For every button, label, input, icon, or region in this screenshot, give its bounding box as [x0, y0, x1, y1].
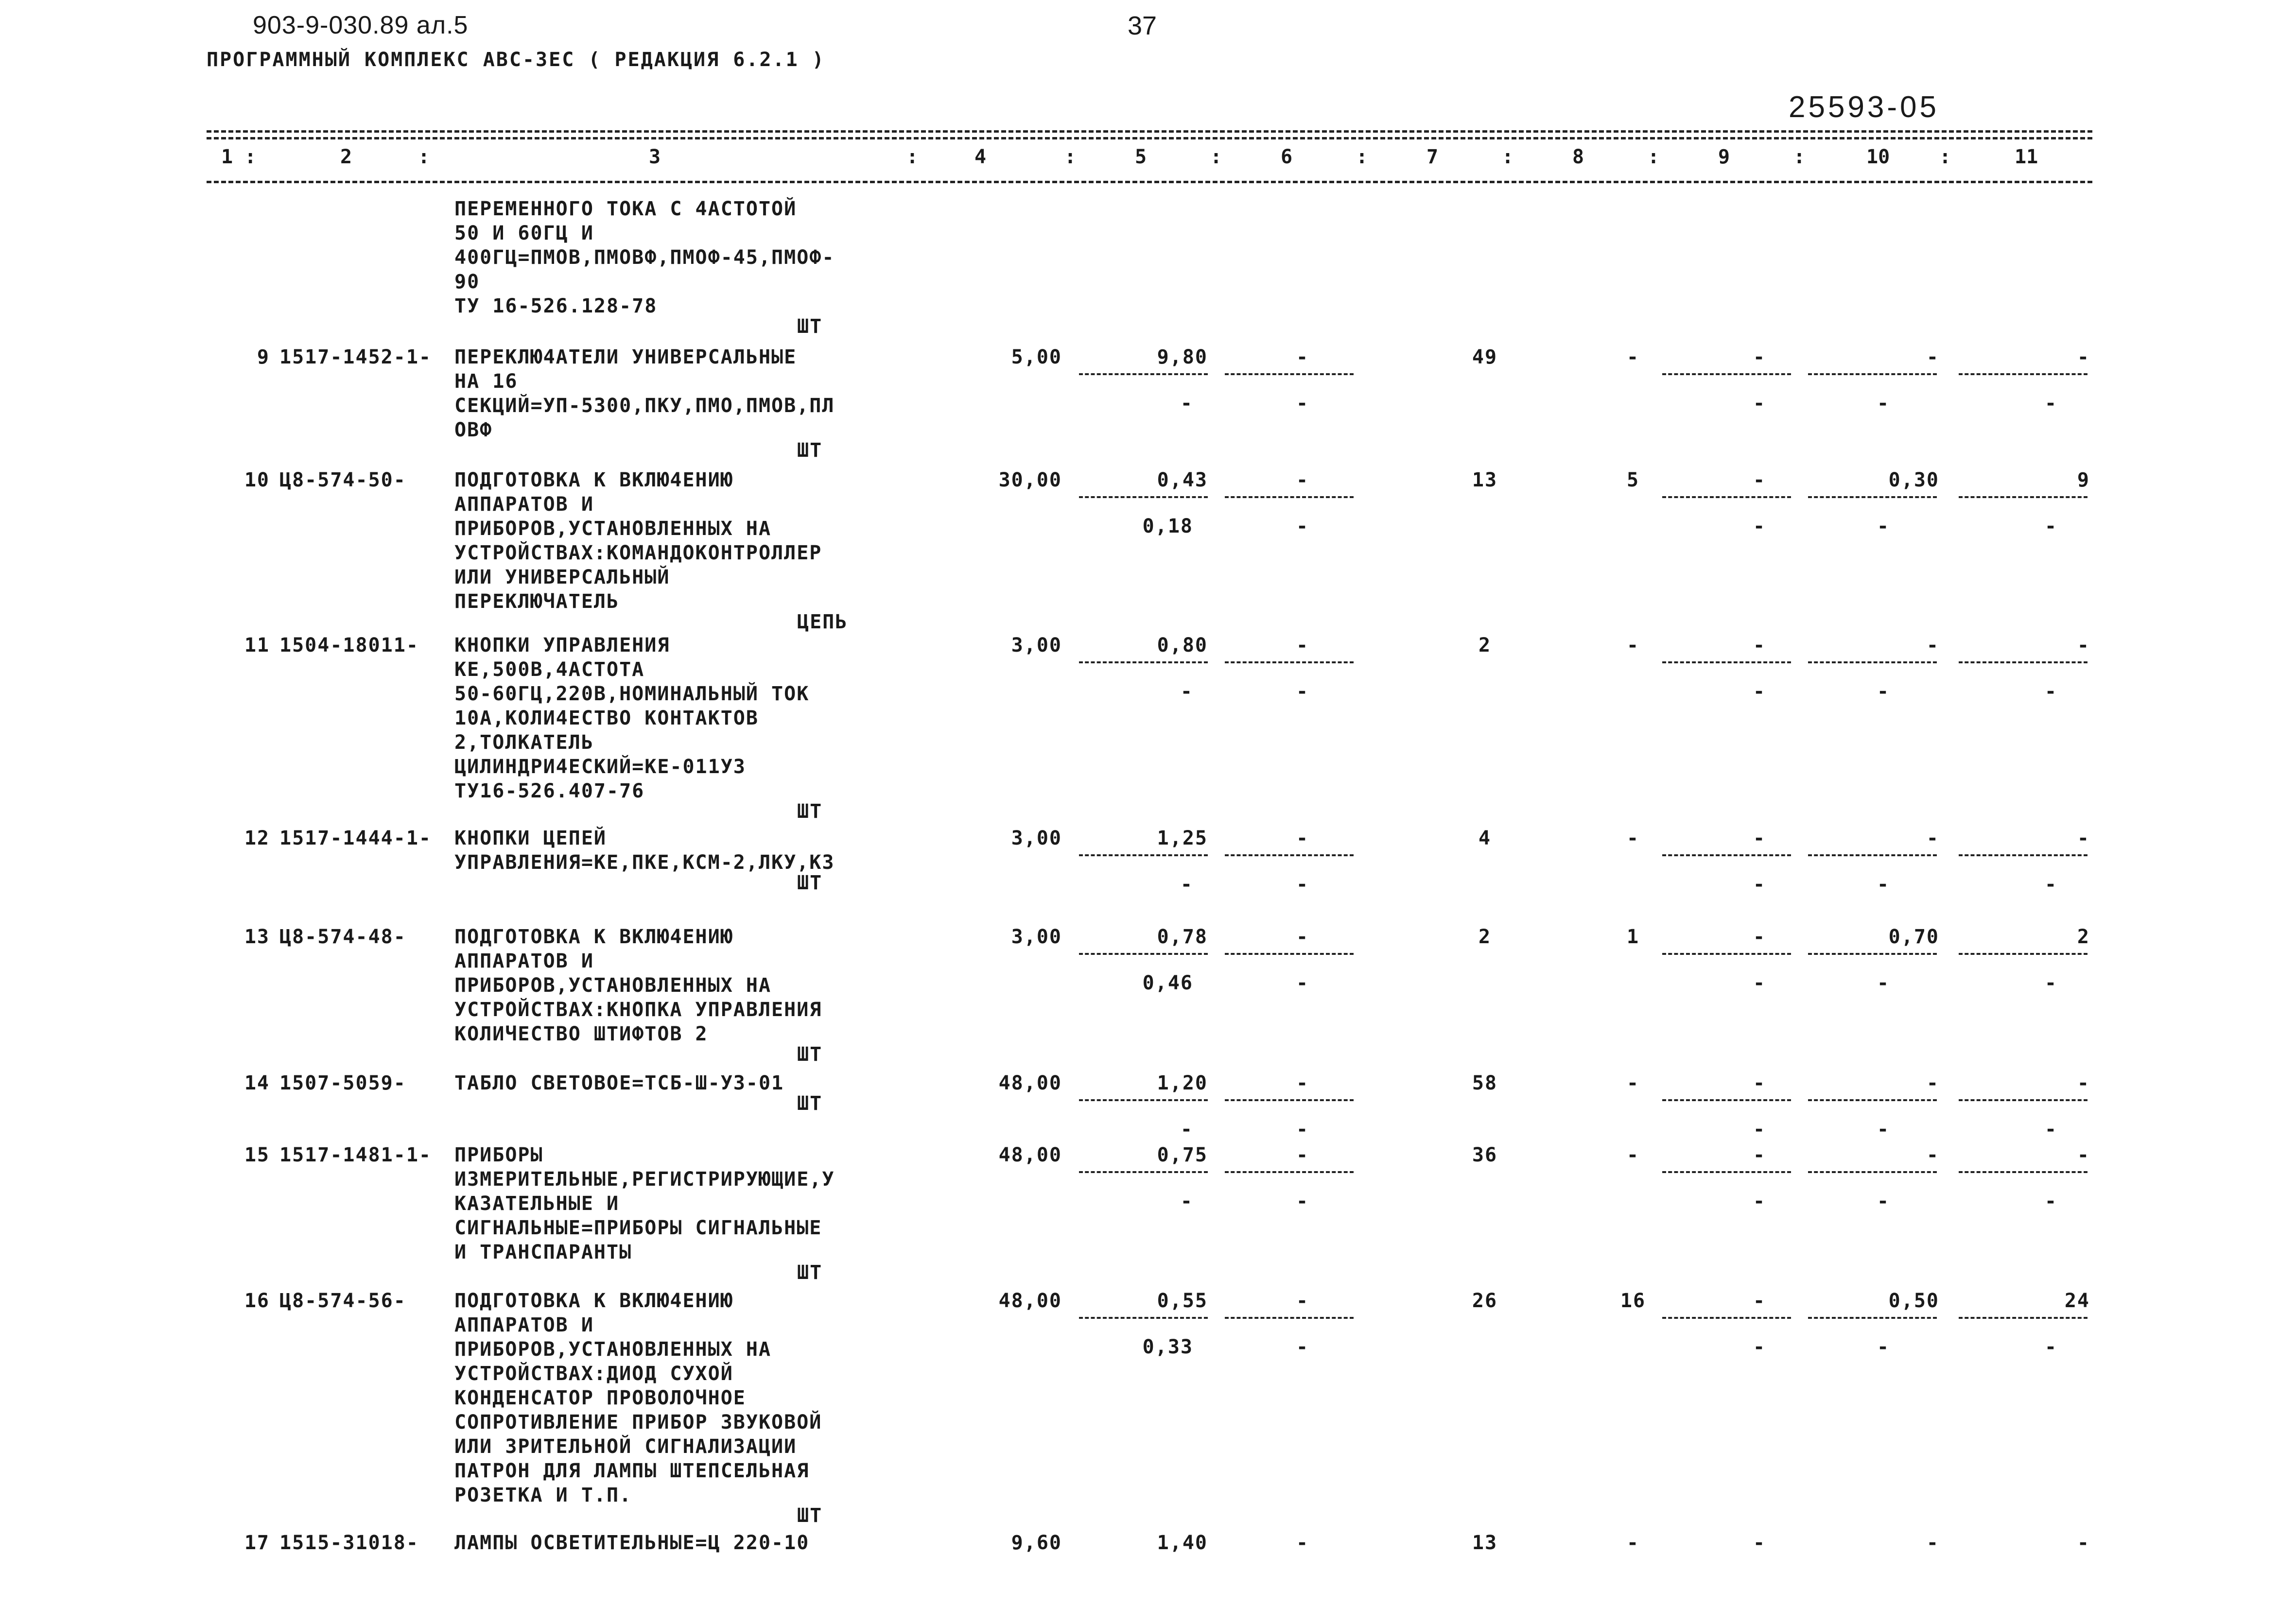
row-description-line: КОНДЕНСАТОР ПРОВОЛОЧНОЕ: [454, 1387, 746, 1409]
col7-value: 2: [1478, 634, 1492, 657]
row-description-line: КЕ,500В,4АСТОТА: [454, 658, 645, 681]
col8-value: -: [1626, 346, 1640, 368]
row-description-line: ТАБЛО СВЕТОВОЕ=ТСБ-Ш-У3-01: [454, 1072, 784, 1094]
row-code: 1507-5059-: [279, 1072, 406, 1094]
col11-value: -: [2077, 634, 2090, 657]
column-header-9: 6: [1281, 146, 1293, 168]
col10-lower-value: -: [1877, 515, 1890, 537]
col9-value: -: [1753, 926, 1766, 948]
col9-lower-value: -: [1753, 1118, 1766, 1140]
col5-lower-value: -: [1180, 680, 1193, 703]
col4-value: 48,00: [998, 1144, 1062, 1166]
column-header-2: :: [418, 146, 430, 168]
column-header-1: 2: [340, 146, 352, 168]
col9-value: -: [1753, 1072, 1766, 1094]
row-description-line: 50-60ГЦ,220В,НОМИНАЛЬНЫЙ ТОК: [454, 683, 810, 705]
col11-lower-value: -: [2044, 1118, 2058, 1140]
row-number: 14: [244, 1072, 270, 1094]
col10-value: -: [1926, 827, 1939, 849]
row-description-line: 90: [454, 271, 480, 293]
col10-lower-value: -: [1877, 1190, 1890, 1212]
col11-value: -: [2077, 346, 2090, 368]
col11-fraction-line: [1959, 854, 2087, 856]
col6-value: -: [1296, 1072, 1309, 1094]
col5-value: 0,78: [1157, 926, 1208, 948]
col10-fraction-line: [1808, 1099, 1937, 1101]
col5-value: 0,80: [1157, 634, 1208, 657]
col6-lower-value: -: [1296, 680, 1309, 703]
col10-value: -: [1926, 1072, 1939, 1094]
col8-value: -: [1626, 1144, 1640, 1166]
col9-fraction-line: [1662, 1317, 1791, 1319]
col10-fraction-line: [1808, 496, 1937, 498]
row-description-line: И ТРАНСПАРАНТЫ: [454, 1241, 632, 1263]
col11-fraction-line: [1959, 496, 2087, 498]
row-description-line: ПРИБОРОВ,УСТАНОВЛЕННЫХ НА: [454, 1338, 772, 1361]
col11-lower-value: -: [2044, 515, 2058, 537]
row-description-line: УПРАВЛЕНИЯ=КЕ,ПКЕ,КСМ-2,ЛКУ,КЗ: [454, 851, 835, 874]
col6-fraction-line: [1225, 1317, 1354, 1319]
row-unit: ШТ: [797, 1504, 823, 1527]
col5-value: 1,25: [1157, 827, 1208, 849]
col7-value: 13: [1472, 469, 1498, 491]
col6-fraction-line: [1225, 1099, 1354, 1101]
col6-fraction-line: [1225, 1171, 1354, 1173]
row-description-line: УСТРОЙСТВАХ:ДИОД СУХОЙ: [454, 1363, 733, 1385]
col5-lower-value: 0,18: [1142, 515, 1193, 537]
row-unit: ЦЕПЬ: [797, 611, 848, 633]
header-rule-top: [207, 130, 2092, 133]
col7-value: 13: [1472, 1532, 1498, 1554]
column-header-3: 3: [649, 146, 661, 168]
row-description-line: 400ГЦ=ПМОВ,ПМОВФ,ПМОФ-45,ПМОФ-: [454, 246, 835, 269]
col9-value: -: [1753, 1144, 1766, 1166]
col10-fraction-line: [1808, 661, 1937, 663]
col6-value: -: [1296, 346, 1309, 368]
col6-fraction-line: [1225, 373, 1354, 375]
row-unit: ШТ: [797, 800, 823, 823]
row-number: 16: [244, 1290, 270, 1312]
column-header-8: :: [1210, 146, 1222, 168]
row-number: 10: [244, 469, 270, 491]
col6-value: -: [1296, 1144, 1309, 1166]
col10-value: -: [1926, 1144, 1939, 1166]
col6-value: -: [1296, 1532, 1309, 1554]
col6-lower-value: -: [1296, 972, 1309, 994]
document-code: 903-9-030.89 ал.5: [253, 11, 469, 39]
column-header-18: :: [1939, 146, 1951, 168]
col8-value: 16: [1620, 1290, 1646, 1312]
col5-fraction-line: [1079, 1317, 1208, 1319]
col10-value: 0,30: [1888, 469, 1939, 491]
col9-value: -: [1753, 634, 1766, 657]
col11-value: 2: [2077, 926, 2090, 948]
col5-value: 0,75: [1157, 1144, 1208, 1166]
row-unit: ШТ: [797, 315, 823, 338]
col6-lower-value: -: [1296, 1190, 1309, 1212]
col4-value: 30,00: [998, 469, 1062, 491]
col10-value: 0,70: [1888, 926, 1939, 948]
row-description-line: ОВФ: [454, 419, 493, 441]
col10-lower-value: -: [1877, 1336, 1890, 1358]
column-header-7: 5: [1135, 146, 1147, 168]
program-title: ПРОГРАММНЫЙ КОМПЛЕКС АВС-3ЕС ( РЕДАКЦИЯ 6.2.1 ): [207, 49, 825, 71]
col4-value: 48,00: [998, 1290, 1062, 1312]
row-description-line: ЛАМПЫ ОСВЕТИТЕЛЬНЫЕ=Ц 220-10: [454, 1532, 810, 1554]
col11-fraction-line: [1959, 1171, 2087, 1173]
col5-fraction-line: [1079, 373, 1208, 375]
row-description-line: ИЛИ УНИВЕРСАЛЬНЫЙ: [454, 566, 670, 588]
row-description-line: 10А,КОЛИ4ЕСТВО КОНТАКТОВ: [454, 707, 759, 729]
row-description-line: ПЕРЕКЛЮ4АТЕЛИ УНИВЕРСАЛЬНЫЕ: [454, 346, 797, 368]
col10-lower-value: -: [1877, 392, 1890, 415]
col5-fraction-line: [1079, 1171, 1208, 1173]
row-code: Ц8-574-56-: [279, 1290, 406, 1312]
col4-value: 48,00: [998, 1072, 1062, 1094]
row-description-line: КНОПКИ ЦЕПЕЙ: [454, 827, 607, 849]
col9-fraction-line: [1662, 854, 1791, 856]
col7-value: 4: [1478, 827, 1492, 849]
row-description-line: ПЕРЕКЛЮЧАТЕЛЬ: [454, 590, 620, 613]
col7-value: 2: [1478, 926, 1492, 948]
column-header-14: :: [1648, 146, 1660, 168]
col8-value: 5: [1626, 469, 1640, 491]
row-code: Ц8-574-50-: [279, 469, 406, 491]
row-code: 1517-1452-1-: [279, 346, 432, 368]
col11-fraction-line: [1959, 373, 2087, 375]
col6-lower-value: -: [1296, 1118, 1309, 1140]
row-code: 1515-31018-: [279, 1532, 419, 1554]
row-description-line: ПЕРЕМЕННОГО ТОКА С 4АСТОТОЙ: [454, 198, 797, 220]
row-description-line: АППАРАТОВ И: [454, 493, 594, 516]
row-description-line: СЕКЦИЙ=УП-5300,ПКУ,ПМО,ПМОВ,ПЛ: [454, 395, 835, 417]
row-description-line: СОПРОТИВЛЕНИЕ ПРИБОР ЗВУКОВОЙ: [454, 1411, 822, 1434]
col4-value: 3,00: [1011, 634, 1062, 657]
col10-lower-value: -: [1877, 680, 1890, 703]
row-description-line: ТУ 16-526.128-78: [454, 295, 658, 317]
row-description-line: 2,ТОЛКАТЕЛЬ: [454, 731, 594, 754]
col5-value: 1,20: [1157, 1072, 1208, 1094]
col10-fraction-line: [1808, 373, 1937, 375]
col11-value: 9: [2077, 469, 2090, 491]
row-number: 12: [244, 827, 270, 849]
col5-fraction-line: [1079, 1099, 1208, 1101]
col5-lower-value: 0,46: [1142, 972, 1193, 994]
col6-fraction-line: [1225, 661, 1354, 663]
col10-fraction-line: [1808, 1171, 1937, 1173]
column-header-13: 8: [1572, 146, 1584, 168]
row-number: 17: [244, 1532, 270, 1554]
sheet-code: 25593-05: [1789, 90, 1940, 124]
header-rule-top-2: [207, 137, 2092, 139]
row-number: 11: [244, 634, 270, 657]
row-description-line: КНОПКИ УПРАВЛЕНИЯ: [454, 634, 670, 657]
row-description-line: ТУ16-526.407-76: [454, 780, 645, 802]
col9-fraction-line: [1662, 1171, 1791, 1173]
col9-fraction-line: [1662, 1099, 1791, 1101]
col9-lower-value: -: [1753, 1336, 1766, 1358]
column-header-15: 9: [1718, 146, 1730, 168]
column-header-10: :: [1356, 146, 1368, 168]
row-description-line: УСТРОЙСТВАХ:КНОПКА УПРАВЛЕНИЯ: [454, 999, 822, 1021]
col11-lower-value: -: [2044, 392, 2058, 415]
col5-value: 1,40: [1157, 1532, 1208, 1554]
column-header-0: 1 :: [221, 146, 257, 168]
col9-lower-value: -: [1753, 1190, 1766, 1212]
column-header-4: :: [906, 146, 919, 168]
column-header-5: 4: [974, 146, 987, 168]
col9-fraction-line: [1662, 661, 1791, 663]
col9-value: -: [1753, 469, 1766, 491]
col5-fraction-line: [1079, 661, 1208, 663]
col10-lower-value: -: [1877, 873, 1890, 896]
row-description-line: ЦИЛИНДРИ4ЕСКИЙ=КЕ-011У3: [454, 756, 746, 778]
col10-lower-value: -: [1877, 1118, 1890, 1140]
col10-fraction-line: [1808, 1317, 1937, 1319]
col9-fraction-line: [1662, 953, 1791, 955]
col10-value: -: [1926, 634, 1939, 657]
column-header-6: :: [1064, 146, 1077, 168]
row-description-line: ПРИБОРОВ,УСТАНОВЛЕННЫХ НА: [454, 518, 772, 540]
row-description-line: АППАРАТОВ И: [454, 1314, 594, 1336]
col7-value: 26: [1472, 1290, 1498, 1312]
page-number: 37: [1128, 11, 1157, 40]
col9-value: -: [1753, 1290, 1766, 1312]
row-unit: ШТ: [797, 872, 823, 894]
row-unit: ШТ: [797, 1043, 823, 1066]
col9-fraction-line: [1662, 496, 1791, 498]
col8-value: 1: [1626, 926, 1640, 948]
row-description-line: СИГНАЛЬНЫЕ=ПРИБОРЫ СИГНАЛЬНЫЕ: [454, 1217, 822, 1239]
col5-lower-value: 0,33: [1142, 1336, 1193, 1358]
col11-value: -: [2077, 827, 2090, 849]
col5-value: 9,80: [1157, 346, 1208, 368]
row-unit: ШТ: [797, 439, 823, 462]
col4-value: 3,00: [1011, 827, 1062, 849]
col5-value: 0,55: [1157, 1290, 1208, 1312]
row-number: 13: [244, 926, 270, 948]
col6-lower-value: -: [1296, 1336, 1309, 1358]
col6-value: -: [1296, 634, 1309, 657]
col10-value: 0,50: [1888, 1290, 1939, 1312]
col5-value: 0,43: [1157, 469, 1208, 491]
col9-lower-value: -: [1753, 392, 1766, 415]
column-header-19: 11: [2015, 146, 2038, 168]
col10-lower-value: -: [1877, 972, 1890, 994]
col9-fraction-line: [1662, 373, 1791, 375]
col11-fraction-line: [1959, 1099, 2087, 1101]
row-description-line: ИЛИ ЗРИТЕЛЬНОЙ СИГНАЛИЗАЦИИ: [454, 1435, 797, 1458]
col6-lower-value: -: [1296, 392, 1309, 415]
row-code: 1517-1481-1-: [279, 1144, 432, 1166]
col5-lower-value: -: [1180, 873, 1193, 896]
col6-fraction-line: [1225, 953, 1354, 955]
col5-lower-value: -: [1180, 392, 1193, 415]
col7-value: 36: [1472, 1144, 1498, 1166]
col8-value: -: [1626, 634, 1640, 657]
col6-value: -: [1296, 469, 1309, 491]
col11-value: -: [2077, 1072, 2090, 1094]
col10-fraction-line: [1808, 854, 1937, 856]
col11-value: 24: [2064, 1290, 2090, 1312]
col6-value: -: [1296, 1290, 1309, 1312]
row-description-line: ПОДГОТОВКА К ВКЛЮ4ЕНИЮ: [454, 1290, 733, 1312]
col9-lower-value: -: [1753, 972, 1766, 994]
row-description-line: УСТРОЙСТВАХ:КОМАНДОКОНТРОЛЛЕР: [454, 542, 822, 564]
col9-lower-value: -: [1753, 680, 1766, 703]
col11-lower-value: -: [2044, 873, 2058, 896]
col6-lower-value: -: [1296, 515, 1309, 537]
col9-value: -: [1753, 346, 1766, 368]
col4-value: 3,00: [1011, 926, 1062, 948]
col6-value: -: [1296, 827, 1309, 849]
col6-fraction-line: [1225, 854, 1354, 856]
col11-value: -: [2077, 1532, 2090, 1554]
col6-fraction-line: [1225, 496, 1354, 498]
row-code: 1504-18011-: [279, 634, 419, 657]
row-code: 1517-1444-1-: [279, 827, 432, 849]
row-description-line: ПОДГОТОВКА К ВКЛЮ4ЕНИЮ: [454, 926, 733, 948]
col8-value: -: [1626, 827, 1640, 849]
column-header-11: 7: [1426, 146, 1439, 168]
col11-value: -: [2077, 1144, 2090, 1166]
row-description-line: КОЛИЧЕСТВО ШТИФТОВ 2: [454, 1023, 708, 1045]
col4-value: 9,60: [1011, 1532, 1062, 1554]
row-description-line: ИЗМЕРИТЕЛЬНЫЕ,РЕГИСТРИРУЮЩИЕ,У: [454, 1168, 835, 1191]
row-description-line: ПРИБОРОВ,УСТАНОВЛЕННЫХ НА: [454, 974, 772, 997]
col5-lower-value: -: [1180, 1118, 1193, 1140]
col8-value: -: [1626, 1072, 1640, 1094]
row-unit: ШТ: [797, 1261, 823, 1284]
row-code: Ц8-574-48-: [279, 926, 406, 948]
header-rule-bottom: [207, 181, 2092, 183]
row-description-line: ПАТРОН ДЛЯ ЛАМПЫ ШТЕПСЕЛЬНАЯ: [454, 1460, 810, 1482]
col9-value: -: [1753, 1532, 1766, 1554]
row-unit: ШТ: [797, 1092, 823, 1115]
col11-lower-value: -: [2044, 972, 2058, 994]
row-number: 9: [257, 346, 270, 368]
row-number: 15: [244, 1144, 270, 1166]
col4-value: 5,00: [1011, 346, 1062, 368]
column-header-16: :: [1793, 146, 1806, 168]
col11-fraction-line: [1959, 953, 2087, 955]
col10-fraction-line: [1808, 953, 1937, 955]
col5-lower-value: -: [1180, 1190, 1193, 1212]
row-description-line: НА 16: [454, 370, 518, 393]
col5-fraction-line: [1079, 953, 1208, 955]
col6-lower-value: -: [1296, 873, 1309, 896]
col7-value: 58: [1472, 1072, 1498, 1094]
row-description-line: АППАРАТОВ И: [454, 950, 594, 972]
col5-fraction-line: [1079, 496, 1208, 498]
col11-fraction-line: [1959, 1317, 2087, 1319]
col11-lower-value: -: [2044, 1190, 2058, 1212]
row-description-line: 50 И 60ГЦ И: [454, 222, 594, 244]
col11-lower-value: -: [2044, 680, 2058, 703]
row-description-line: КАЗАТЕЛЬНЫЕ И: [454, 1192, 620, 1215]
column-header-17: 10: [1866, 146, 1890, 168]
col10-value: -: [1926, 1532, 1939, 1554]
row-description-line: ПРИБОРЫ: [454, 1144, 543, 1166]
col6-value: -: [1296, 926, 1309, 948]
col10-value: -: [1926, 346, 1939, 368]
col9-lower-value: -: [1753, 515, 1766, 537]
row-description-line: РОЗЕТКА И Т.П.: [454, 1484, 632, 1506]
col5-fraction-line: [1079, 854, 1208, 856]
column-header-12: :: [1502, 146, 1514, 168]
col7-value: 49: [1472, 346, 1498, 368]
row-description-line: ПОДГОТОВКА К ВКЛЮ4ЕНИЮ: [454, 469, 733, 491]
col11-fraction-line: [1959, 661, 2087, 663]
col11-lower-value: -: [2044, 1336, 2058, 1358]
col9-value: -: [1753, 827, 1766, 849]
col8-value: -: [1626, 1532, 1640, 1554]
col9-lower-value: -: [1753, 873, 1766, 896]
